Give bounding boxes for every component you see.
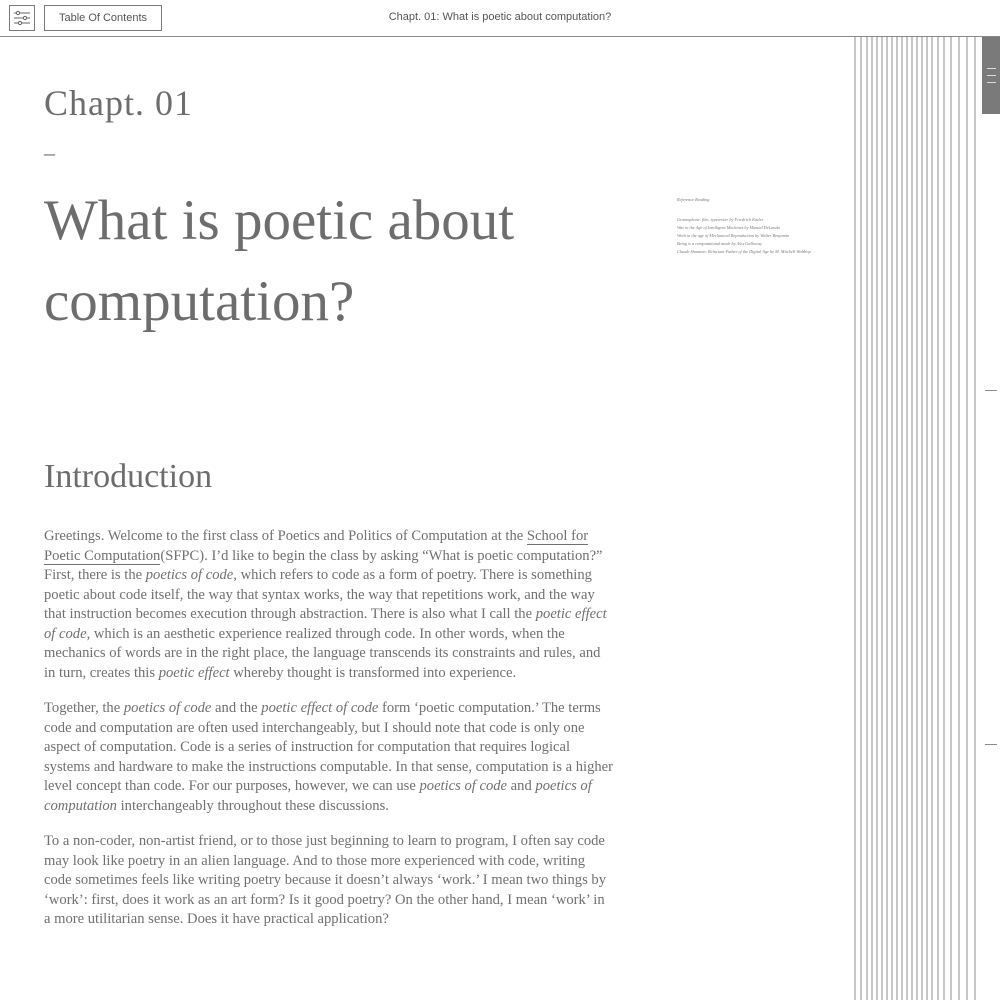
reference-heading: Reference Reading [677,197,710,202]
chapter-number: Chapt. 01 [44,83,193,123]
thumb-grip-line [987,82,996,83]
thumb-grip-line [987,75,996,76]
paragraph [44,527,614,683]
emphasis: poetic effect of code [44,606,607,642]
emphasis: poetics of computation [44,778,592,814]
chapter-title [44,180,644,342]
reference-item[interactable]: War in the Age of Intelligent Machines by Manuel DeLanda [677,225,780,230]
text: , which refers to code as a form of poetry. There is something poetic about code itself, the way that syntax works, the way that repetitions work, and the way that instruction becomes execution through abstraction. There is also what I call the [44,567,595,622]
sfpc-link[interactable]: School for Poetic Computation [44,528,589,564]
sliders-icon [13,10,31,26]
text: interchangeably throughout these discussions. [116,797,389,814]
vertical-lines-decoration [853,37,983,1000]
emphasis: poetic effect of code [261,700,379,716]
reference-item[interactable]: Gramophone, film, typewriter by Friedrich Kittler [677,217,764,222]
text: Together, the [44,700,124,716]
thumb-grip-line [987,68,996,69]
emphasis: poetics of code [419,778,508,794]
chapter-dash: – [44,140,55,165]
article-body [44,527,614,946]
text: and [507,778,536,794]
text: and the [211,700,262,716]
reference-item[interactable]: Work in the age of Mechanical Reproduction by Walter Benjamin [677,233,790,238]
text: whereby thought is transformed into experience. [229,664,517,681]
scroll-track[interactable] [982,37,1000,1000]
page-title-bar: Chapt. 01: What is poetic about computation? [388,11,612,23]
emphasis: poetic effect [158,664,230,681]
reference-item[interactable]: Being is a computational mode by Alex Galloway [677,241,763,246]
chapter-title-line: What is poetic about [44,189,515,252]
paragraph [44,699,614,816]
reference-reading [677,196,837,256]
emphasis: poetics of code [145,567,234,583]
section-heading: Introduction [44,458,213,495]
section-marker[interactable] [985,744,997,745]
text: , which is an aesthetic experience realized through code. In other words, when the mechanics of words are in the right place, the language transcends its constraints and rules, and in turn, creates this [44,625,601,681]
emphasis: poetics of code [123,700,212,716]
paragraph: To a non-coder, non-artist friend, or to those just beginning to learn to program, I often say code may look like poetry in an alien language. And to those more experienced with code, writing code sometimes feels like writing poetry because it doesn’t always ‘work.’ I mean two things by ‘work’: first, does it work as an art form? Is it good poetry? On the other hand, I mean ‘work’ in a more utilitarian sense. Does it have practical application? [44,833,606,927]
top-bar [0,0,1000,37]
text: (SFPC). I’d like to begin the class by asking “What is poetic computation?” First, there is the [44,547,603,583]
table-of-contents-button[interactable]: Table Of Contents [44,5,162,31]
text: Greetings. Welcome to the first class of Poetics and Politics of Computation at the [44,528,527,544]
section-marker[interactable] [985,390,997,391]
menu-button[interactable] [9,5,35,31]
chapter-title-line: computation? [44,270,355,333]
reference-item[interactable]: Claude Shannon: Reluctant Father of the Digital Age by M. Mitchell Waldrop [677,249,811,254]
text: form ‘poetic computation.’ The terms code and computation are often used interchangeably, but I should note that code is only one aspect of computation. Code is a series of instruction for computation that requires logical systems and hardware to make the instructions computable. In that sense, computation is a higher level concept than code. For our purposes, however, we can use [44,700,614,794]
